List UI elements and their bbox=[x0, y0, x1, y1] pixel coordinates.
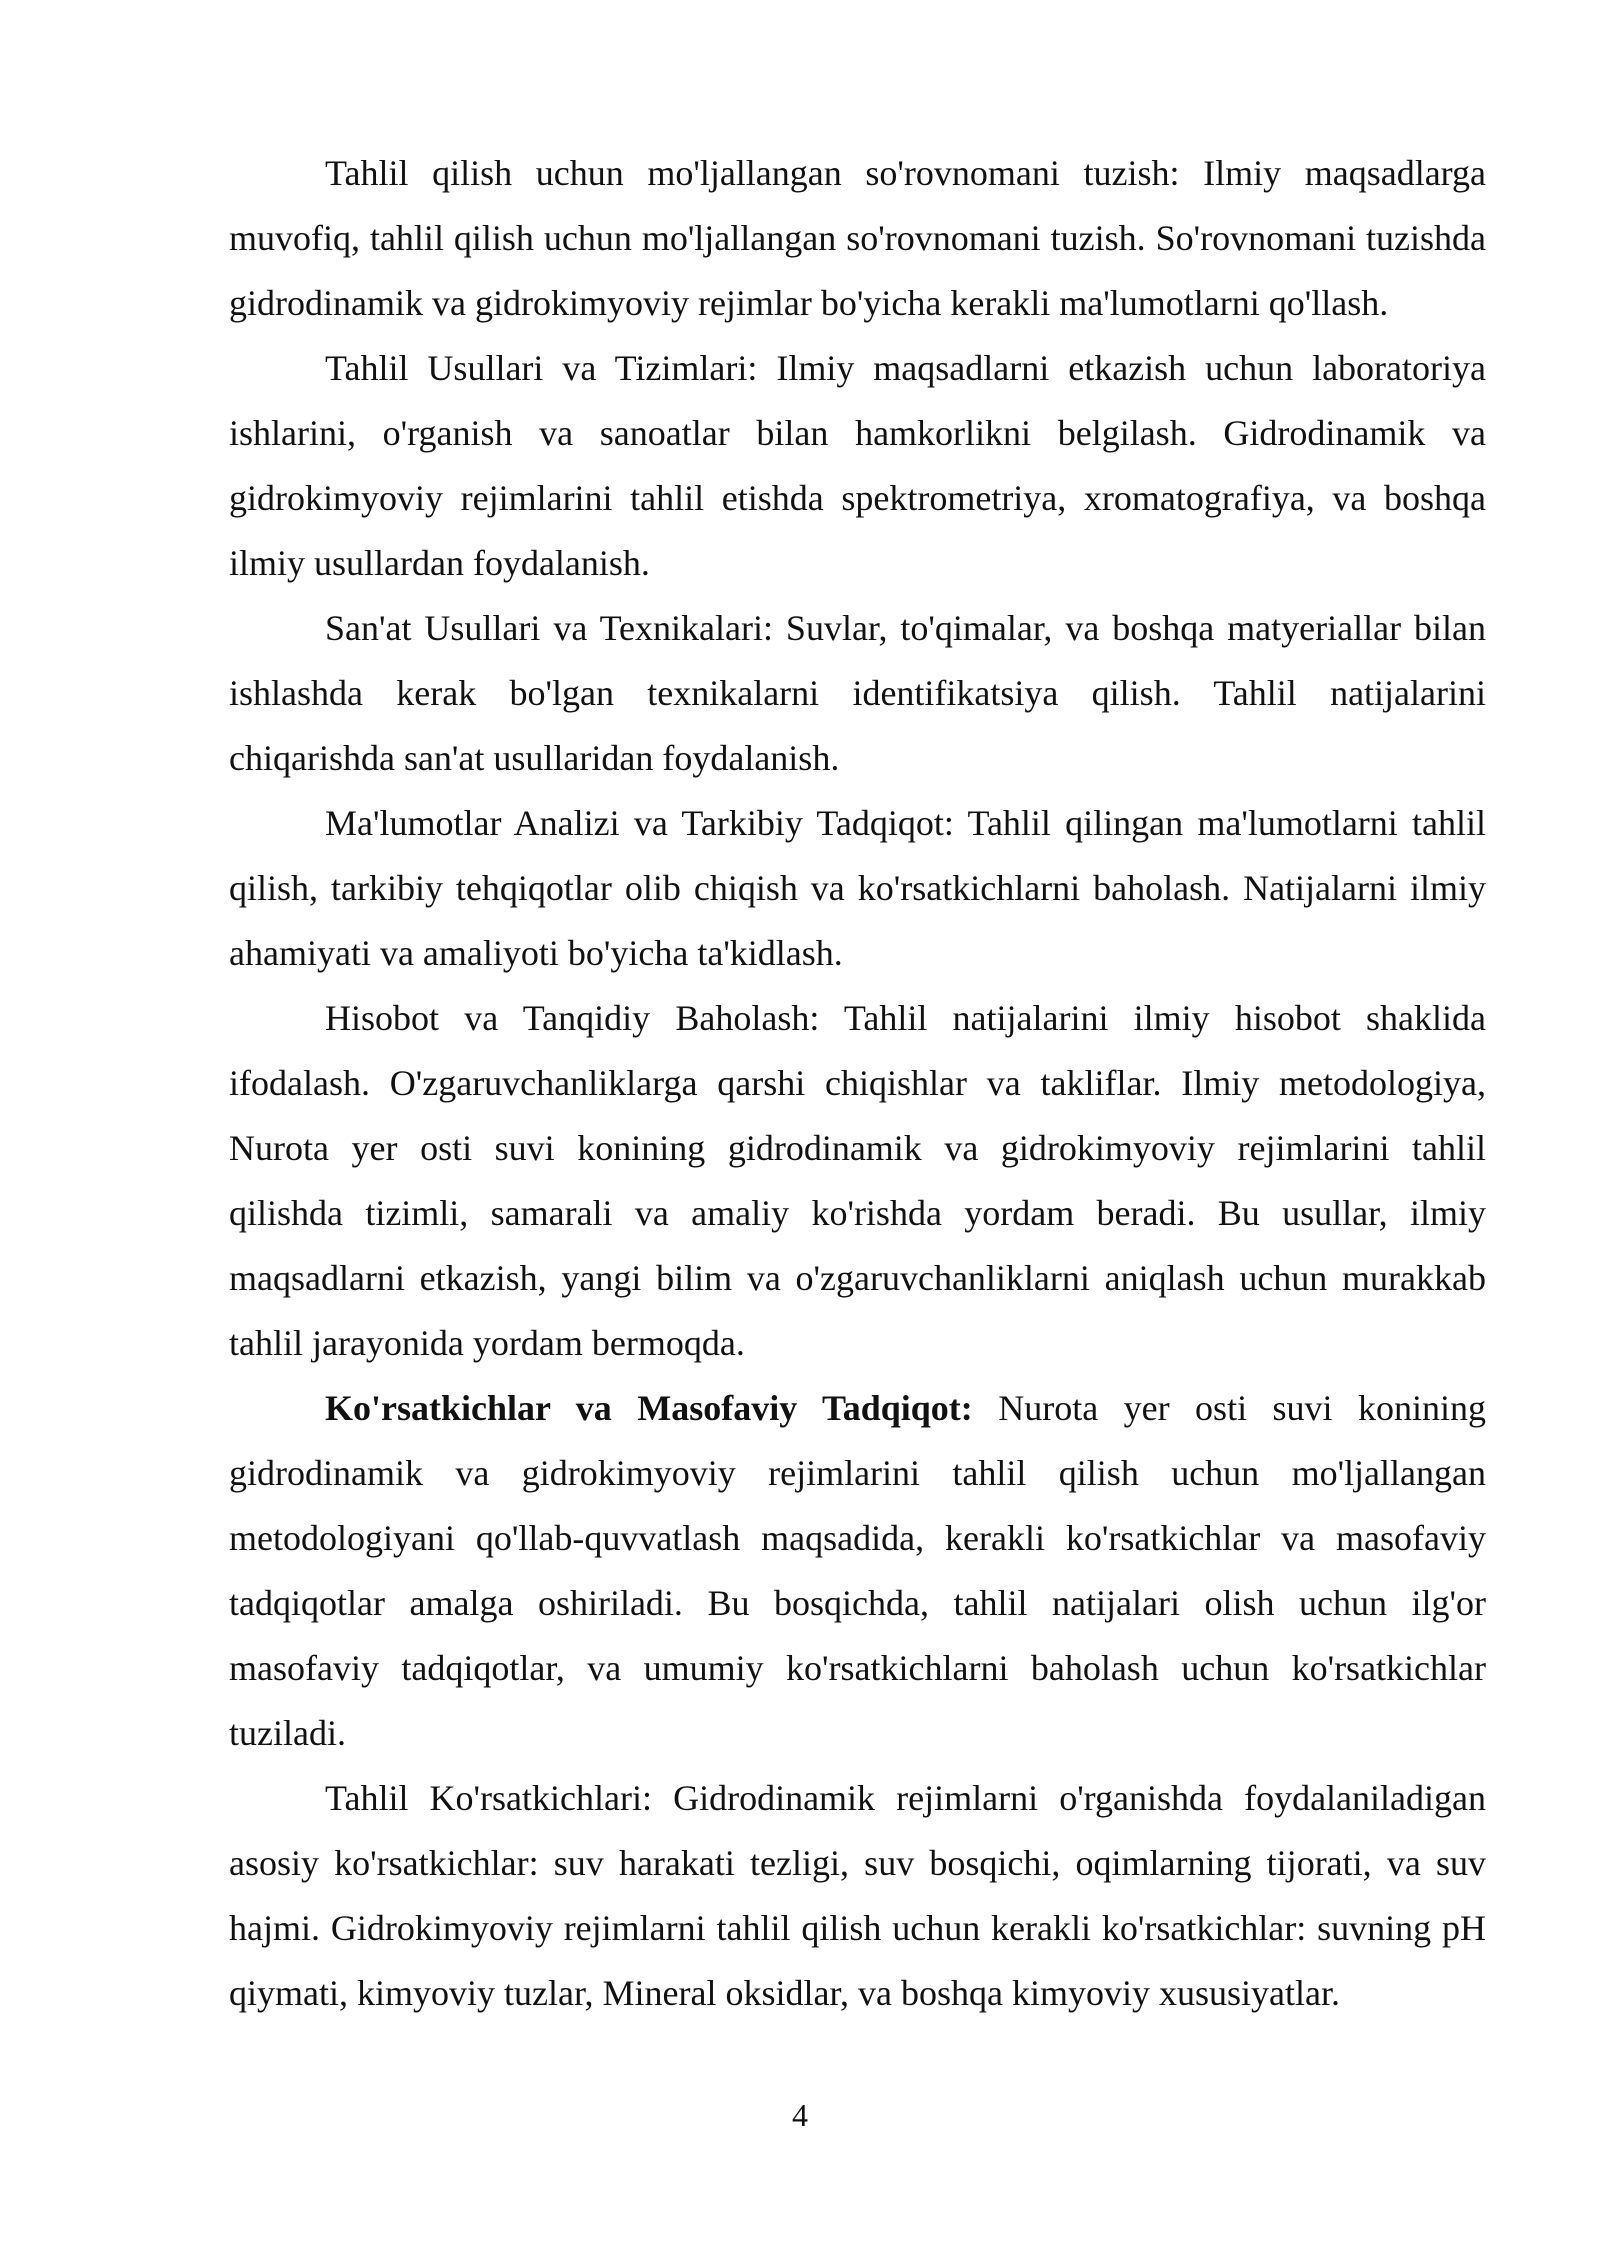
paragraph-text: San'at Usullari va Texnikalari: Suvlar, to'qimalar, va boshqa matyeriallar bilan ishlashda kerak bo'lgan texnikalarni identifikatsiya qilish. Tahlil natijalarini chiqarishda san'at usullaridan foydalanish. bbox=[229, 608, 1486, 778]
paragraph-analysis-methods bbox=[229, 336, 1486, 596]
paragraph-text: Hisobot va Tanqidiy Baholash: Tahlil natijalarini ilmiy hisobot shaklida ifodalash. O'zgaruvchanliklarga qarshi chiqishlar va takliflar. Ilmiy metodologiya, Nurota yer osti suvi konining gidrodinamik va gidrokimyoviy rejimlarini tahlil qilishda tizimli, samarali va amaliy ko'rishda yordam beradi. Bu usullar, ilmiy maqsadlarni etkazish, yangi bilim va o'zgaruvchanliklarni aniqlash uchun murakkab tahlil jarayonida yordam bermoqda. bbox=[229, 998, 1486, 1363]
paragraph-analysis-indicators bbox=[229, 1766, 1486, 2026]
paragraph-survey-design bbox=[229, 141, 1486, 336]
paragraph-text: Tahlil Usullari va Tizimlari: Ilmiy maqsadlarni etkazish uchun laboratoriya ishlarini, o'rganish va sanoatlar bilan hamkorlikni belgilash. Gidrodinamik va gidrokimyoviy rejimlarini tahlil etishda spektrometriya, xromatografiya, va boshqa ilmiy usullardan foydalanish. bbox=[229, 348, 1486, 583]
paragraph-text: Tahlil qilish uchun mo'ljallangan so'rovnomani tuzish: Ilmiy maqsadlarga muvofiq, tahlil qilish uchun mo'ljallangan so'rovnomani tuzish. So'rovnomani tuzishda gidrodinamik va gidrokimyoviy rejimlar bo'yicha kerakli ma'lumotlarni qo'llash. bbox=[229, 153, 1486, 323]
page-number: 4 bbox=[792, 2097, 808, 2133]
paragraph-data-analysis bbox=[229, 791, 1486, 986]
paragraph-lead-bold: Ko'rsatkichlar va Masofaviy Tadqiqot: bbox=[325, 1388, 973, 1428]
paragraph-indicators-remote-research bbox=[229, 1376, 1486, 1766]
paragraph-art-methods bbox=[229, 596, 1486, 791]
paragraph-text: Ma'lumotlar Analizi va Tarkibiy Tadqiqot: Tahlil qilingan ma'lumotlarni tahlil qilish, tarkibiy tehqiqotlar olib chiqish va ko'rsatkichlarni baholash. Natijalarni ilmiy ahamiyati va amaliyoti bo'yicha ta'kidlash. bbox=[229, 803, 1486, 973]
paragraph-report-evaluation bbox=[229, 986, 1486, 1376]
paragraph-text: Nurota yer osti suvi konining gidrodinamik va gidrokimyoviy rejimlarini tahlil qilish uchun mo'ljallangan metodologiyani qo'llab-quvvatlash maqsadida, kerakli ko'rsatkichlar va masofaviy tadqiqotlar amalga oshiriladi. Bu bosqichda, tahlil natijalari olish uchun ilg'or masofaviy tadqiqotlar, va umumiy ko'rsatkichlarni baholash uchun ko'rsatkichlar tuziladi. bbox=[229, 1388, 1486, 1753]
paragraph-text: Tahlil Ko'rsatkichlari: Gidrodinamik rejimlarni o'rganishda foydalaniladigan asosiy ko'rsatkichlar: suv harakati tezligi, suv bosqichi, oqimlarning tijorati, va suv hajmi. Gidrokimyoviy rejimlarni tahlil qilish uchun kerakli ko'rsatkichlar: suvning pH qiymati, kimyoviy tuzlar, Mineral oksidlar, va boshqa kimyoviy xususiyatlar. bbox=[229, 1778, 1486, 2013]
document-body bbox=[229, 141, 1486, 2026]
